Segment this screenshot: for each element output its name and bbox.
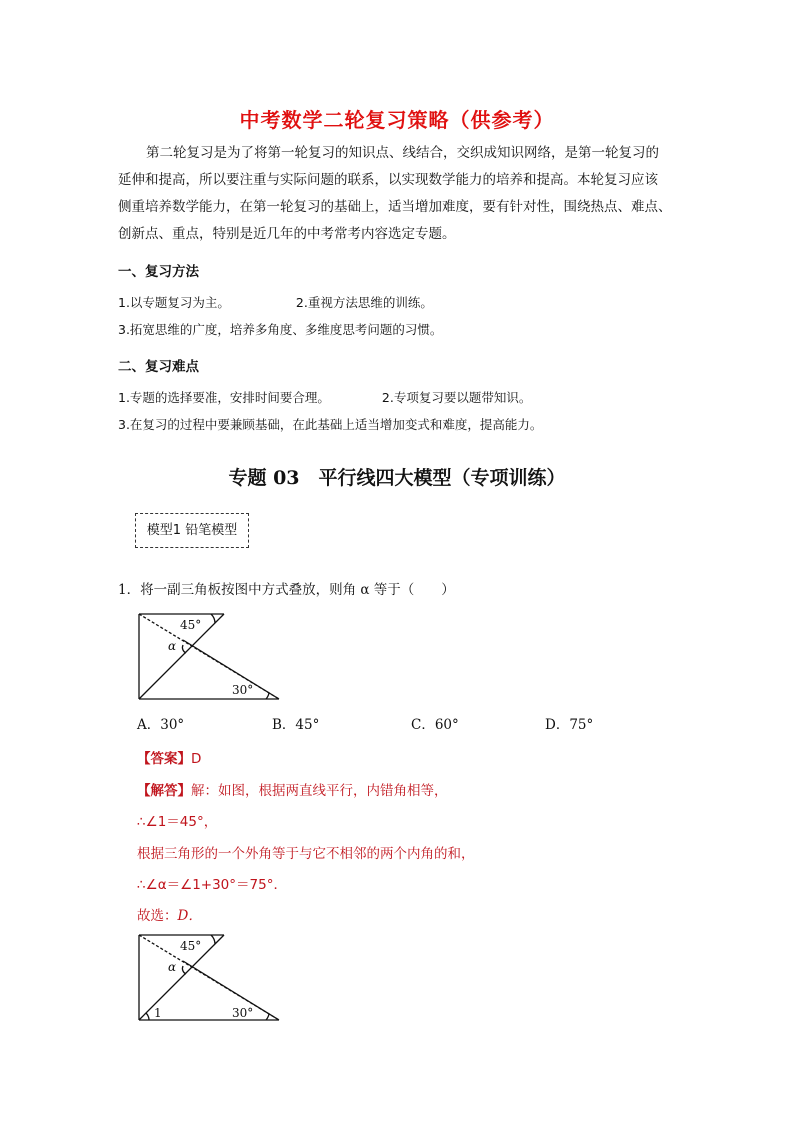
explain-text-1: 解：如图，根据两直线平行，内错角相等，	[191, 783, 448, 799]
intro-line: 创新点、重点，特别是近几年的中考常考内容选定专题。	[118, 226, 456, 242]
choice-prefix: 故选：	[137, 908, 178, 924]
arc-1	[146, 1013, 149, 1020]
answer-line	[137, 747, 201, 767]
angle-30-label: 30°	[232, 1006, 254, 1020]
explain-line-2: ∴∠1＝45°，	[137, 814, 218, 830]
alpha-label: α	[168, 639, 177, 653]
intro-line: 第二轮复习是为了将第一轮复习的知识点、线结合，交织成知识网络，是第一轮复习的	[146, 145, 659, 161]
intro-line: 延伸和提高，所以要注重与实际问题的联系，以实现数学能力的培养和提高。本轮复习应该	[118, 172, 658, 188]
difficulty-item-3: 3.在复习的过程中要兼顾基础，在此基础上适当增加变式和难度，提高能力。	[118, 417, 543, 432]
model-label-box: 模型1 铅笔模型	[135, 513, 249, 548]
question-text: 1．将一副三角板按图中方式叠放，则角 α 等于（ ）	[118, 582, 455, 598]
option-a[interactable]: A．30°	[137, 717, 185, 733]
topic-heading: 专题 03 平行线四大模型（专项训练）	[228, 467, 566, 489]
section-heading-methods: 一、复习方法	[118, 264, 199, 280]
arc-45	[211, 935, 215, 944]
angle-45-label: 45°	[180, 618, 202, 632]
intro-paragraph	[118, 140, 678, 248]
hypotenuse-30-visible	[183, 961, 279, 1020]
difficulty-item	[118, 388, 531, 406]
explain-line-5	[137, 904, 202, 924]
hypotenuse-30-visible	[183, 640, 279, 699]
explain-line-3: 根据三角形的一个外角等于与它不相邻的两个内角的和，	[137, 846, 475, 862]
option-d[interactable]: D．75°	[545, 717, 594, 733]
angle-45-label: 45°	[180, 939, 202, 953]
option-b[interactable]: B．45°	[272, 717, 320, 733]
option-c[interactable]: C．60°	[411, 717, 459, 733]
difficulty-item-2: 2.专项复习要以题带知识。	[381, 390, 532, 405]
difficulty-item-1: 1.专题的选择要准，安排时间要合理。	[118, 390, 330, 405]
choice-value: D．	[177, 908, 202, 924]
method-item	[118, 293, 433, 311]
method-item-2: 2.重视方法思维的训练。	[295, 295, 433, 310]
answer-value: D	[191, 751, 202, 767]
arc-30	[266, 693, 269, 699]
explain-label: 【解答】	[137, 783, 191, 799]
method-item-1: 1.以专题复习为主。	[118, 295, 230, 310]
arc-45	[211, 614, 215, 623]
alpha-label: α	[168, 960, 177, 974]
answer-label: 【答案】	[137, 751, 191, 767]
section-heading-difficulties: 二、复习难点	[118, 359, 199, 375]
method-item-3: 3.拓宽思维的广度，培养多角度、多维度思考问题的习惯。	[118, 322, 443, 337]
angle-30-label: 30°	[232, 683, 254, 697]
triangle-figure-solution	[136, 933, 286, 1025]
intro-line: 侧重培养数学能力，在第一轮复习的基础上，适当增加难度，要有针对性，围绕热点、难点、	[118, 199, 672, 215]
triangle-figure-question	[136, 612, 286, 704]
page-title: 中考数学二轮复习策略（供参考）	[239, 108, 555, 132]
explain-line-1	[137, 779, 448, 799]
explain-line-4: ∴∠α＝∠1+30°＝75°．	[137, 877, 287, 893]
arc-30	[266, 1014, 269, 1020]
angle-1-label: 1	[154, 1006, 162, 1020]
